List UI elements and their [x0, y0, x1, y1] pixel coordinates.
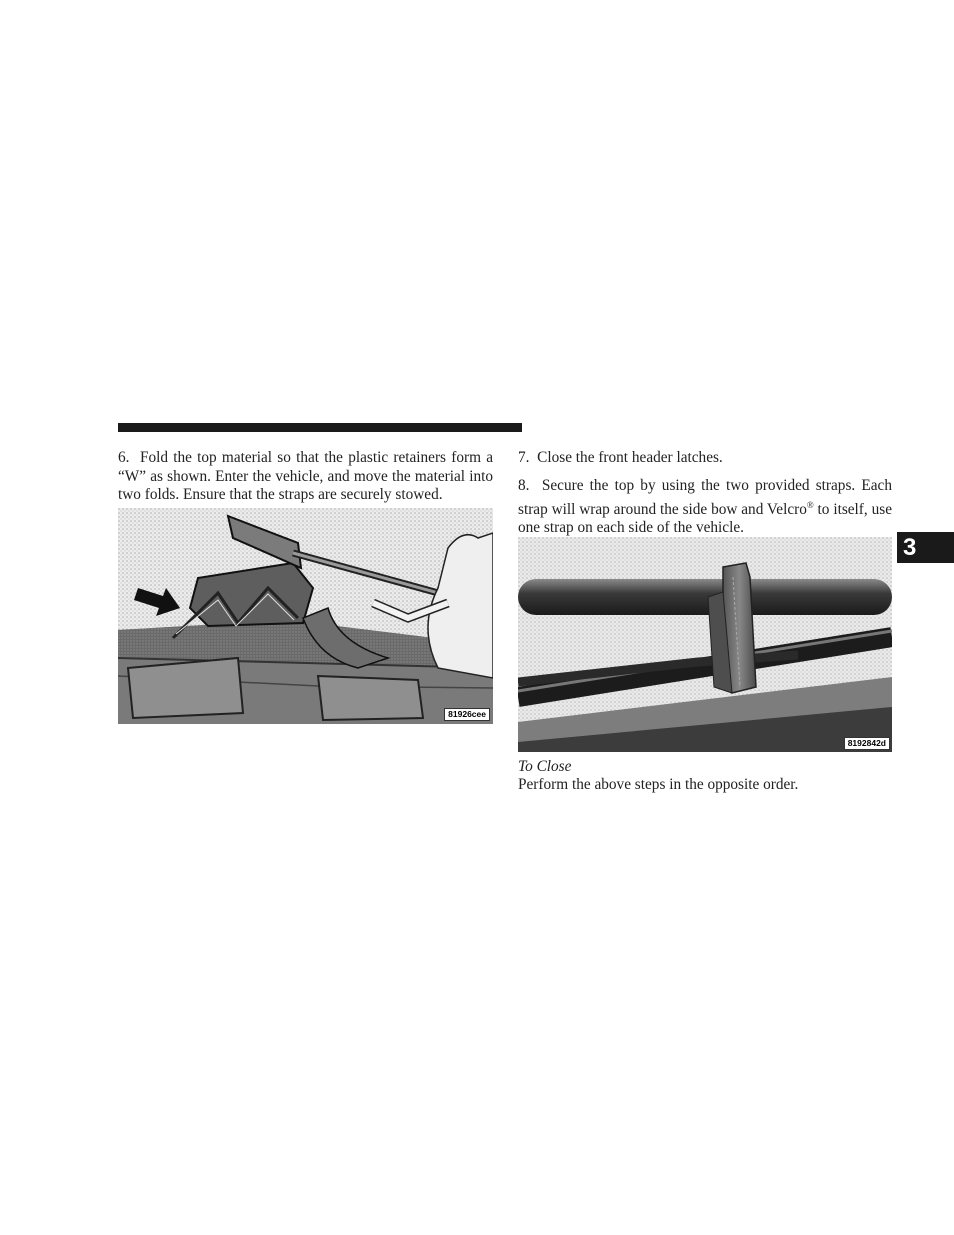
to-close-heading: To Close	[518, 758, 572, 775]
to-close-text: Perform the above steps in the opposite order.	[518, 776, 799, 793]
figure-code: 8192842d	[844, 737, 890, 750]
step-6-text: 6. Fold the top material so that the plastic retainers form a “W” as shown. Enter the vehicle, and move the material into two folds. Ensure that the straps are securely stowed.	[118, 449, 493, 504]
strap-on-bow-photo	[518, 537, 892, 752]
figure-code: 81926cee	[444, 708, 490, 721]
folded-top-illustration	[118, 508, 493, 724]
section-rule	[118, 423, 522, 432]
registered-mark: ®	[806, 499, 814, 510]
step-7-text: 7. Close the front header latches.	[518, 449, 723, 466]
section-tab: 3	[897, 532, 954, 563]
step-8-text: 8. Secure the top by using the two provided straps. Each strap will wrap around the side bow and Velcro® to itself, use one strap on each side of the vehicle.	[518, 477, 892, 537]
